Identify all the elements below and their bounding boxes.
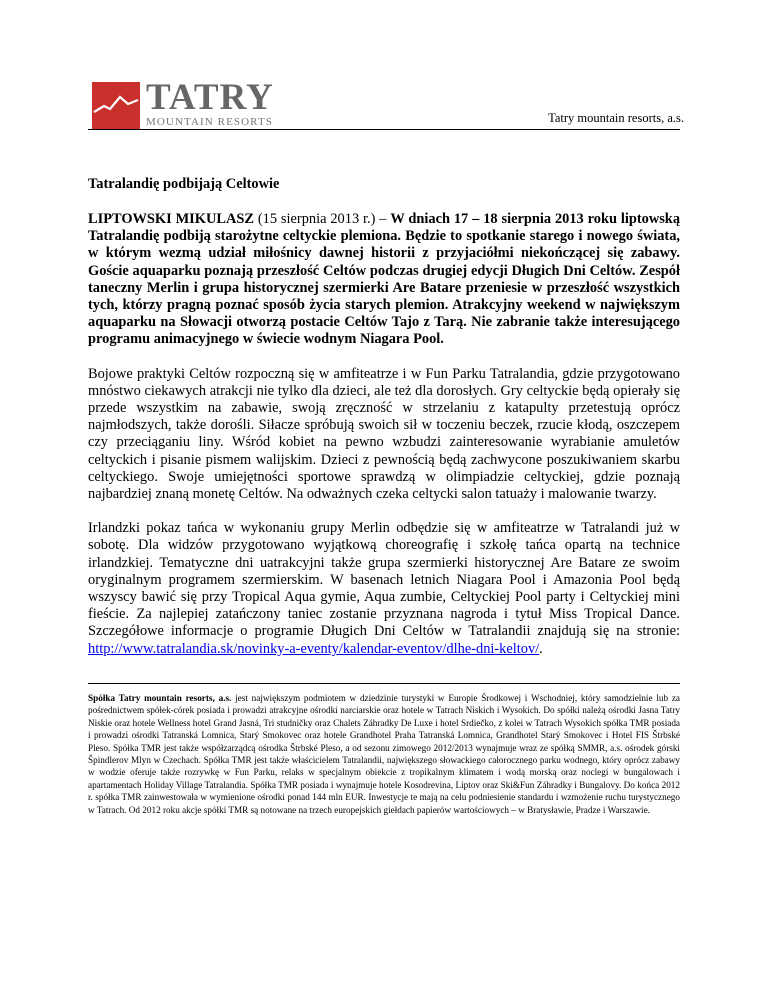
article	[88, 176, 680, 816]
mountain-logo-icon	[92, 82, 140, 130]
logo-title: TATRY	[146, 77, 274, 118]
lead-body: W dniach 17 – 18 sierpnia 2013 roku liptowską Tatralandię podbiją starożytne celtyckie plemiona. Będzie to spotkanie starego i nowego świata, w którym wezmą udział miłośnicy dawnej historii z przyjaciółmi niekończącej się zabawy. Goście aquaparku poznają przeszłość Celtów podczas drugiej edycji Długich Dni Celtów. Zespół taneczny Merlin i grupa historycznej szermierki Are Batare przeniesie w przeszłość wszystkich tych, którzy pragną poznać sposób życia starych plemion. Atrakcyjny weekend w największym aquaparku na Słowacji otworzą postacie Celtów Tajo z Tarą. Nie zabranie także interesującego programu animacyjnego w świecie wodnym Niagara Pool.	[88, 211, 681, 348]
lead-location: LIPTOWSKI MIKULASZ	[88, 211, 254, 227]
paragraph-3	[88, 520, 680, 658]
paragraph-3-end: .	[539, 640, 543, 657]
event-link[interactable]: http://www.tatralandia.sk/novinky-a-eventy/kalendar-eventov/dlhe-dni-keltov/	[88, 640, 540, 657]
tatry-logo	[92, 77, 274, 130]
header-divider	[88, 129, 680, 130]
footer-divider	[88, 683, 680, 684]
paragraph-3-text: Irlandzki pokaz tańca w wykonaniu grupy Merlin odbędzie się w amfiteatrze w Tatralandi już w sobotę. Dla widzów przygotowano wyjątkową choreografię i szkołę tańca opartą na technice irlandzkiej. Tematyczne dni uatrakcyjni także grupa szermierki historycznej Are Batare ze swoim oryginalnym programem szermierskim. W basenach letnich Niagara Pool i Amazonia Pool będą wszyscy bawić się przy Tropical Aqua gymie, Aqua zumbie, Celtyckiej Pool party i Celtyckiej mini fieście. Za najlepiej zatańczony taniec zostanie przyznana nagroda i tytuł Miss Tropical Dance. Szczegółowe informacje o programie Długich Dni Celtów w Tatralandii znajdują się na stronie:	[88, 520, 680, 640]
footer-company-bold: Spółka Tatry mountain resorts, a.s.	[88, 692, 232, 703]
article-title: Tatralandię podbijają Celtowie	[88, 176, 280, 192]
company-name: Tatry mountain resorts, a.s.	[548, 111, 684, 125]
paragraph-2: Bojowe praktyki Celtów rozpoczną się w amfiteatrze i w Fun Parku Tatralandia, gdzie przygotowano mnóstwo ciekawych atrakcji nie tylko dla dzieci, ale też dla dorosłych. Gry celtyckie będą opierały się przede wszystkim na zabawie, swoją zręczność w strzelaniu z katapulty przetestują oprócz najmłodszych, także dorośli. Siłacze spróbują swoich sił w toczeniu beczek, rzucie kłodą, oszczepem czy przeciąganiu liny. Wśród kobiet na pewno wzbudzi zainteresowanie wyrabianie amuletów celtyckich i pisanie pismem walijskim. Dzieci z pewnością będą zachwycone poszukiwaniem skarbu celtyckiego. Swoje umiejętności sportowe sprawdzą w olimpiadzie celtyckiej, gdzie poznają najbardziej znaną monetę Celtów. Na odważnych czeka celtycki salon tatuaży i malowanie twarzy.	[88, 365, 680, 503]
lead-paragraph	[88, 211, 680, 349]
footer-text: jest największym podmiotem w dziedzinie turystyki w Europie Środkowej i Wschodniej, który samodzielnie lub za pośrednictwem spółek-córek posiada i prowadzi atrakcyjne ośrodki narciarskie oraz hotele w Tatrach Niskich i Wysokich. Do spółki należą ośrodki Jasna Tatry Niskie oraz hotele Wellness hotel Grand Jasná, Tri studničky oraz Chalets Záhradky De Luxe i hotel Srdiečko, z kolei w Tatrach Wysokich spółka TMR posiada i prowadzi ośrodki Tatranská Lomnica, Starý Smokovec oraz hotele Grandhotel Praha Tatranská Lomnica, Grandhotel Starý Smokovec i Hotel FIS Štrbské Pleso. Spółka TMR jest także współzarządcą ośrodka Štrbské Pleso, a od sezonu zimowego 2012/2013 wynajmuje wraz ze spółką SMMR, a.s. ośrodek górski Špindlerov Mlyn w Czechach. Spółka TMR jest także właścicielem Tatralandii, największego słowackiego całorocznego parku wodnego, który oprócz zabawy w wodzie oferuje także rozrywkę w Fun Parku, relaks w specjalnym obiekcie z tropikalnym klimatem i wodą morską oraz noclegi w bungalowach i apartamentach Holiday Village Tatralandia. Spółka TMR posiada i wynajmuje hotele Kosodrevina, Liptov oraz Ski&Fun Záhradky i Bungalovy. Do końca 2012 r. spółka TMR zainwestowała w wymienione ośrodki ponad 144 mln EUR. Inwestycje te mają na celu podniesienie standardu i wzmożenie ruchu turystycznego w Tatrach. Od 2012 roku akcje spółki TMR są notowane na trzech europejskich giełdach papierów wartościowych – w Bratysławie, Pradze i Warszawie.	[88, 692, 680, 815]
company-footer	[88, 692, 680, 816]
logo-subtitle: MOUNTAIN RESORTS	[146, 116, 273, 128]
lead-date: (15 sierpnia 2013 r.) –	[253, 211, 391, 227]
